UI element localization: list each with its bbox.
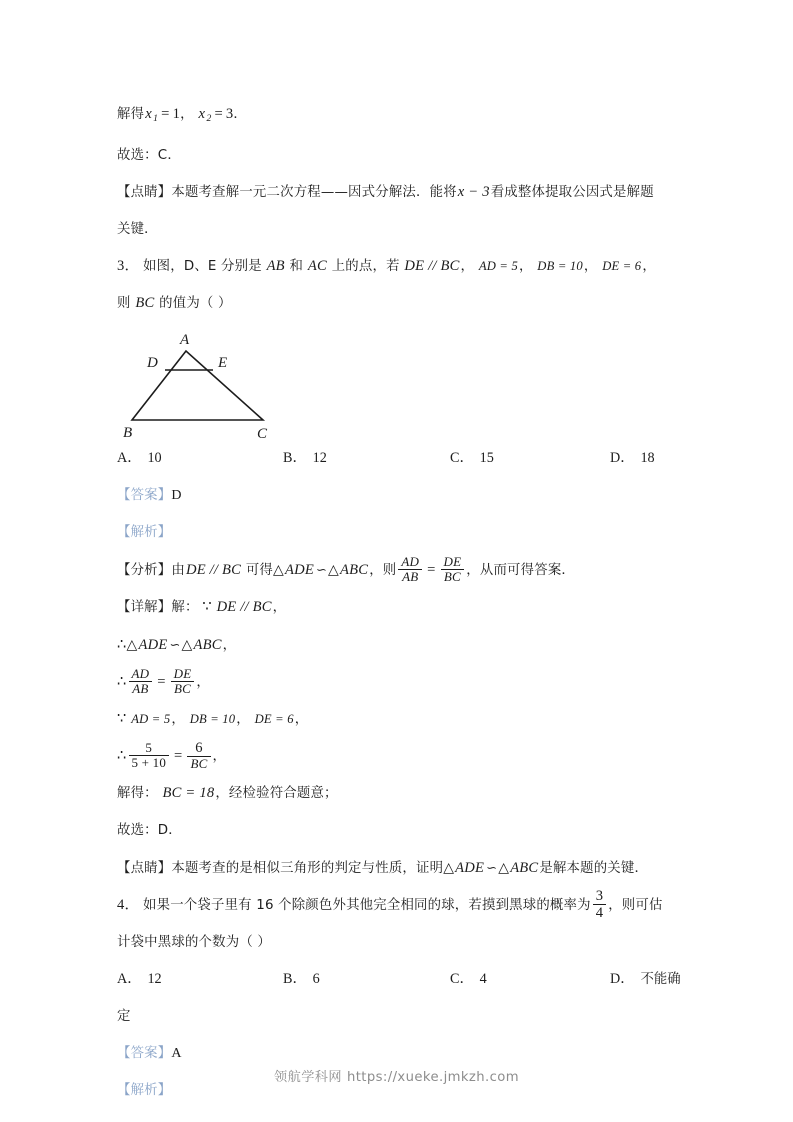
q4-option-a-value: 12 [147,970,162,987]
q3-answer-label: 【答案】 [117,487,172,503]
q4-option-d-wrap-line [117,998,677,1035]
q3-stem-line-1 [117,248,677,285]
fraction-denominator: BC [441,569,465,585]
fenxi-equals: = [427,561,436,578]
q3-stem-part4-pre: 则 [117,295,131,311]
q4-stem-part3: 计袋中黑球的个数为（ ） [117,934,271,950]
q4-stem-part2: ，则可估 [608,897,663,913]
fraction-denominator: AB [129,681,153,697]
fraction-numerator: 6 [195,739,203,756]
prev-tip-text-3: 关键． [117,221,158,237]
q3-option-c-label: C． [450,449,474,466]
q4-option-a-label: A． [117,970,142,987]
q3-fenxi-line [117,551,677,589]
q3-stem-part4-post: 的值为（ ） [159,295,232,311]
q3-tip-line [117,849,677,887]
root2-equals: = [214,106,223,122]
solve-prefix: 解得 [117,107,145,122]
q3-stem-line-2 [117,285,677,322]
fraction-5-over-5plus10 [129,741,170,771]
q4-option-b[interactable] [283,961,320,998]
fraction-de-over-bc-step [171,667,195,697]
triangle-symbol-1: △ [273,562,284,578]
fraction-numerator: AD [131,665,150,681]
q3-tip-text-1: 本题考查的是相似三角形的判定与性质，证明 [171,860,444,876]
fraction-3-over-4 [593,888,607,922]
q4-stem-line-2 [117,924,677,961]
q3-step1-math: DE // BC [216,598,272,615]
q3-fenxi-math-1: DE // BC [185,561,242,578]
root2-var: x [198,106,206,122]
q4-option-c-value: 4 [479,970,487,987]
roots-comma: ， [180,107,194,122]
q3-option-b-value: 12 [312,449,327,466]
footer-watermark [0,1066,793,1085]
root2-subscript: 2 [206,112,212,124]
q3-option-a-label: A． [117,449,142,466]
q3-comma-4: ， [642,258,656,274]
fraction-ad-over-ab [398,555,422,585]
therefore-symbol-2: ∴ [117,673,127,690]
q3-math-bc: BC [135,294,155,311]
q3-math-de-parallel-bc: DE // BC [404,257,460,274]
root2-value: 3 [225,106,234,122]
fraction-numerator: 5 [145,739,153,755]
q4-option-c[interactable] [450,961,487,998]
q3-analysis-label-line [117,514,677,551]
q3-options-row [117,440,677,477]
vertex-label-e: E [218,354,228,371]
q3-number: 3． [117,257,140,274]
step3-equals: = [157,673,166,690]
triangle-symbol-6: △ [498,860,510,876]
q4-option-b-label: B． [283,970,307,987]
q3-tip-label: 【点睛】 [117,860,172,876]
q3-math-ab: AB [266,257,285,274]
q3-option-d[interactable] [610,440,655,477]
q3-figure [117,322,677,440]
q3-tip-tri-1: ADE [455,859,485,876]
q4-analysis-label: 【解析】 [117,1082,172,1098]
q3-step4-db: DB = 10 [189,711,236,726]
q3-answer-value: D [171,487,182,503]
q3-step2-tri-1: ADE [138,636,168,653]
q4-option-b-value: 6 [312,970,320,987]
q3-option-d-label: D． [610,449,635,466]
q4-option-d-wrap: 定 [117,1008,131,1024]
root1-equals: = [161,106,170,122]
triangle-symbol-2: △ [328,562,340,578]
q3-option-c[interactable] [450,440,494,477]
prev-tip-line-1 [117,174,677,211]
prev-choose-text: 故选：C． [117,147,181,163]
q3-step4-comma-3: ， [294,711,309,727]
fraction-numerator: 3 [595,888,604,905]
q3-step1-comma: ， [272,599,287,615]
triangle-symbol-4: △ [181,637,193,653]
footer-url: https://xueke.jmkzh.com [346,1070,519,1085]
fraction-denominator: 4 [593,904,607,921]
vertex-label-d: D [147,354,158,371]
q3-fenxi-text-4: ，从而可得答案． [466,562,576,578]
footer-site-name: 领航学科网 [274,1070,342,1085]
q3-xiangjie-solve: 解： [171,599,199,615]
therefore-symbol-3: ∴ [117,747,127,764]
q3-stem-part2: 和 [289,258,304,274]
fraction-denominator: 5 + 10 [129,755,170,771]
q3-xiangjie-line-5 [117,738,677,775]
step5-equals: = [174,747,183,764]
q4-options-row [117,961,681,998]
fraction-numerator: AD [401,553,420,569]
q3-fenxi-text-3: ，则 [369,562,397,578]
q3-xiangjie-line-3 [117,664,677,701]
prev-tip-math: x − 3 [457,183,490,200]
q4-option-a[interactable] [117,961,162,998]
q3-xiangjie-line-2 [117,626,677,664]
q4-number: 4． [117,896,140,913]
q3-option-c-value: 15 [479,449,494,466]
q3-tip-tri-2: ABC [510,859,539,876]
q3-comma-2: ， [518,258,533,274]
similar-symbol-3: ∽ [486,859,498,875]
q3-choose-line [117,812,677,849]
q3-analysis-label: 【解析】 [117,524,172,540]
fraction-denominator: BC [187,756,210,772]
because-symbol-2: ∵ [117,710,127,727]
q4-stem-line-1 [117,887,677,924]
prev-choose-line [117,137,677,174]
fraction-numerator: DE [173,665,192,681]
prev-tip-text-2: 看成整体提取公因式是解题 [490,184,654,200]
prev-tip-text-1: 本题考查解一元二次方程——因式分解法．能将 [171,184,457,200]
q3-step4-ad: AD = 5 [131,711,171,726]
q3-step2-tri-2: ABC [193,636,222,653]
q3-stem-part3: 上的点，若 [331,258,400,274]
q3-stem-part1: 如图，D、E 分别是 [143,258,262,274]
root1-var: x [145,106,152,122]
q4-stem-part1: 如果一个袋子里有 16 个除颜色外其他完全相同的球，若摸到黑球的概率为 [143,897,591,913]
q3-math-ac: AC [307,257,327,274]
root1-subscript: 1 [153,112,159,124]
vertex-label-c: C [257,425,268,440]
q3-option-a-value: 10 [147,449,162,466]
q3-option-b[interactable] [283,440,327,477]
q3-step3-comma: ， [196,674,210,690]
q3-given-ad: AD = 5 [478,258,518,273]
q3-option-a[interactable] [117,440,162,477]
q3-step4-comma-1: ， [171,711,185,727]
page-content [117,96,681,1109]
q3-xiangjie-label: 【详解】 [117,599,172,615]
q3-answer-line [117,477,677,514]
triangle-symbol-3: △ [126,637,138,653]
q3-fenxi-label: 【分析】 [117,562,172,578]
fraction-denominator: BC [171,681,195,697]
prev-tip-line-2 [117,211,677,248]
root1-value: 1 [172,106,181,122]
fraction-numerator: DE [443,553,462,569]
vertex-label-b: B [123,424,133,440]
q4-option-d-value: 不能确 [640,971,681,987]
q3-tip-text-2: 是解本题的关键． [539,860,649,876]
q4-answer-label: 【答案】 [117,1045,172,1061]
q3-step6-math: BC = 18 [162,784,215,801]
q3-step6-suffix: ，经检验符合题意； [215,785,338,801]
because-symbol-1: ∵ [202,598,212,615]
similar-symbol-2: ∽ [169,636,181,652]
q4-option-c-label: C． [450,970,474,987]
q3-choose-text: 故选：D． [117,822,182,838]
q3-given-db: DB = 10 [537,258,583,273]
similar-symbol-1: ∽ [315,561,328,577]
q3-step2-comma: ， [222,637,237,653]
q3-comma-1: ， [460,258,475,274]
q3-step4-comma-2: ， [236,711,250,727]
q3-step6-prefix: 解得： [117,785,158,801]
q3-step5-comma: ， [212,748,227,764]
q3-fenxi-text-1: 由 [171,562,185,578]
q4-answer-value: A [171,1045,182,1061]
roots-period: ． [233,107,247,122]
prev-tip-label: 【点睛】 [117,184,172,200]
q3-fenxi-tri-1: ADE [284,561,314,578]
fraction-6-over-bc [187,740,210,772]
q3-xiangjie-line-1 [117,589,677,626]
q3-step4-de: DE = 6 [254,711,294,726]
q3-option-b-label: B． [283,449,307,466]
triangle-diagram [117,322,367,440]
q3-fenxi-tri-2: ABC [340,561,369,578]
q4-option-d[interactable] [610,961,681,998]
q3-option-d-value: 18 [640,449,655,466]
q3-given-de: DE = 6 [602,258,642,273]
q3-fenxi-text-2: 可得 [245,562,274,578]
vertex-label-a: A [180,331,190,348]
fraction-de-over-bc [441,555,465,585]
q3-xiangjie-line-6 [117,775,677,812]
therefore-symbol-1: ∴ [117,636,127,653]
q3-xiangjie-line-4 [117,701,677,738]
solve-roots-line [117,96,677,137]
fraction-ad-over-ab-step [129,667,153,697]
triangle-symbol-5: △ [443,860,455,876]
q3-comma-3: ， [583,258,598,274]
fraction-denominator: AB [398,569,422,585]
q4-option-d-label: D． [610,970,635,987]
